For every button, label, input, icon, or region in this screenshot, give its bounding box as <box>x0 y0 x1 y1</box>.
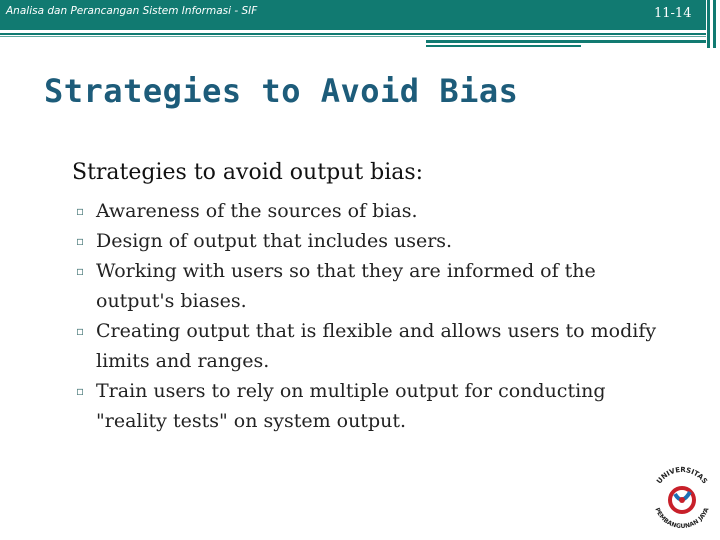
slide-title: Strategies to Avoid Bias <box>44 72 519 110</box>
page-number: 11-14 <box>654 6 692 21</box>
course-name: Analisa dan Perancangan Sistem Informasi - SIF <box>6 5 258 17</box>
logo-dot <box>679 497 685 503</box>
list-item: ▫ Awareness of the sources of bias. <box>72 196 672 226</box>
bullet-marker-icon: ▫ <box>76 234 85 248</box>
university-seal-icon <box>646 462 718 534</box>
header-divider-thin <box>0 36 706 37</box>
bullet-list <box>72 196 672 436</box>
bullet-marker-icon: ▫ <box>76 204 85 218</box>
decor-stripe <box>707 0 710 48</box>
list-item: ▫ Creating output that is flexible and allows users to modify limits and ranges. <box>72 316 672 376</box>
bullet-marker-icon: ▫ <box>76 324 85 338</box>
bullet-marker-icon: ▫ <box>76 384 85 398</box>
logo-text-bottom: PEMBANGUNAN JAYA <box>653 506 711 531</box>
list-item: ▫ Train users to rely on multiple output for conducting "reality tests" on system output. <box>72 376 672 436</box>
list-item: ▫ Working with users so that they are informed of the output's biases. <box>72 256 672 316</box>
decor-stripe <box>713 0 716 48</box>
logo-text-top: UNIVERSITAS <box>655 465 709 486</box>
decor-line <box>426 45 581 47</box>
decor-line <box>426 40 706 43</box>
header-divider <box>0 33 706 35</box>
list-item: ▫ Design of output that includes users. <box>72 226 672 256</box>
lead-text: Strategies to avoid output bias: <box>72 160 424 185</box>
header-bar <box>0 0 706 30</box>
bullet-marker-icon: ▫ <box>76 264 85 278</box>
